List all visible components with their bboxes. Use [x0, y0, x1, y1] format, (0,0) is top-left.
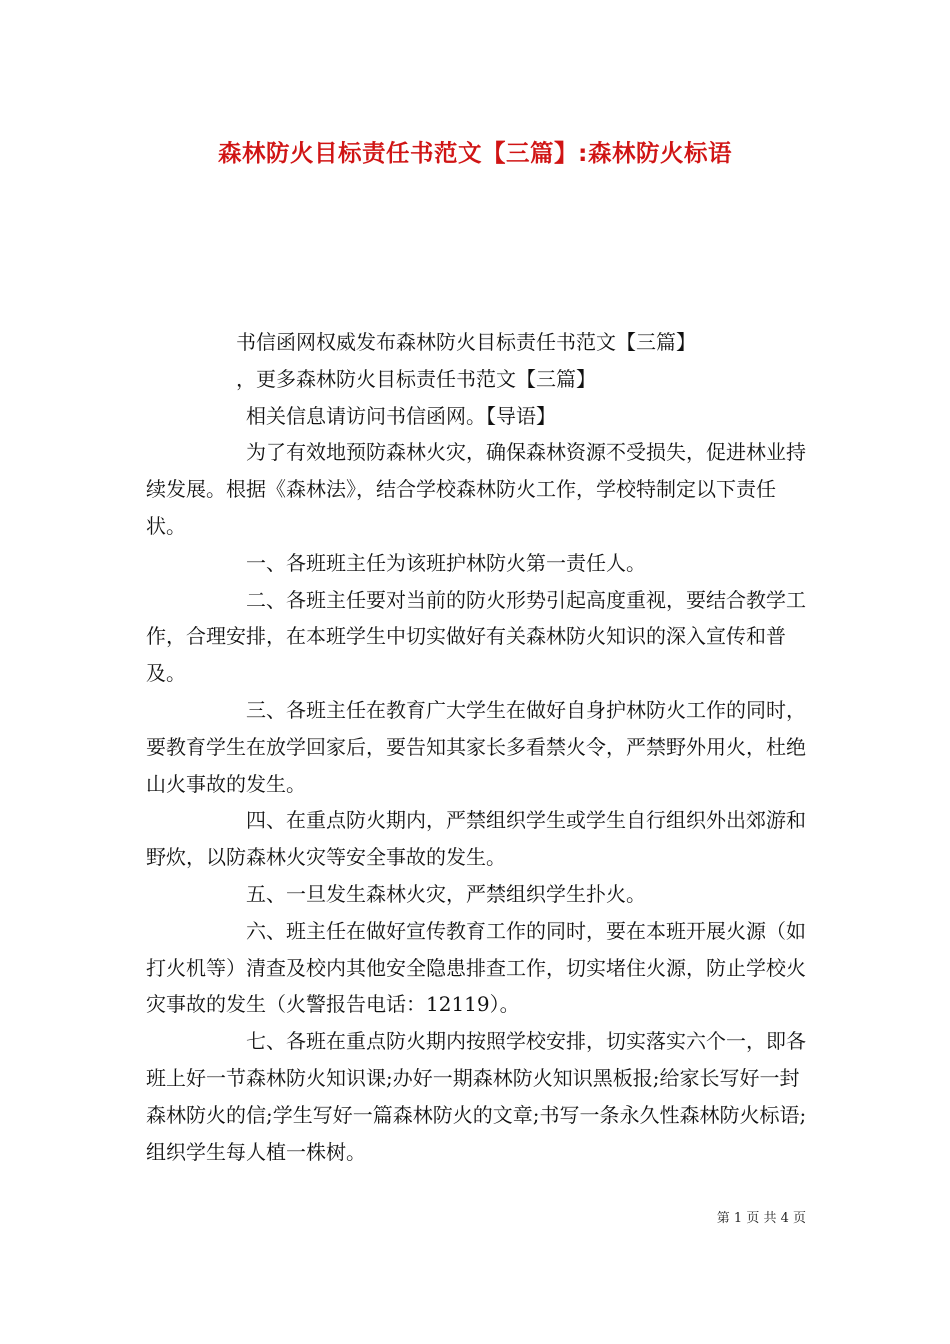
document-body [146, 324, 810, 1170]
paragraph-intro-2: ，更多森林防火目标责任书范文【三篇】 [236, 366, 596, 391]
paragraph-item-5: 五、一旦发生森林火灾，严禁组织学生扑火。 [246, 881, 646, 906]
paragraph-item-1: 一、各班班主任为该班护林防火第一责任人。 [246, 550, 646, 575]
paragraph-intro-1: 书信函网权威发布森林防火目标责任书范文【三篇】 [236, 330, 696, 354]
paragraph-item-7: 七、各班在重点防火期内按照学校安排，切实落实六个一，即各班上好一节森林防火知识课;办好一期森林防火知识黑板报;给家长写好一封森林防火的信;学生写好一篇森林防火的文章;书写一条永久性森林防火标语;组织学生每人植一株树。 [146, 1029, 807, 1164]
paragraph-preamble: 为了有效地预防森林火灾，确保森林资源不受损失，促进林业持续发展。根据《森林法》，结合学校森林防火工作，学校特制定以下责任状。 [146, 440, 806, 538]
paragraph-item-6: 六、班主任在做好宣传教育工作的同时，要在本班开展火源（如打火机等）清查及校内其他安全隐患排查工作，切实堵住火源，防止学校火灾事故的发生（火警报告电话：12119）。 [146, 918, 806, 1017]
paragraph-intro-3: 相关信息请访问书信函网。【导语】 [246, 403, 556, 428]
paragraph-item-4: 四、在重点防火期内，严禁组织学生或学生自行组织外出郊游和野炊，以防森林火灾等安全事故的发生。 [146, 808, 806, 870]
document-title: 森林防火目标责任书范文【三篇】:森林防火标语 [218, 139, 732, 167]
page-number: 第 1 页 共 4 页 [716, 1211, 806, 1226]
paragraph-item-2: 二、各班主任要对当前的防火形势引起高度重视，要结合教学工作，合理安排，在本班学生中切实做好有关森林防火知识的深入宣传和普及。 [146, 587, 806, 686]
paragraph-item-3: 三、各班主任在教育广大学生在做好自身护林防火工作的同时，要教育学生在放学回家后，要告知其家长多看禁火令，严禁野外用火，杜绝山火事故的发生。 [146, 697, 806, 796]
